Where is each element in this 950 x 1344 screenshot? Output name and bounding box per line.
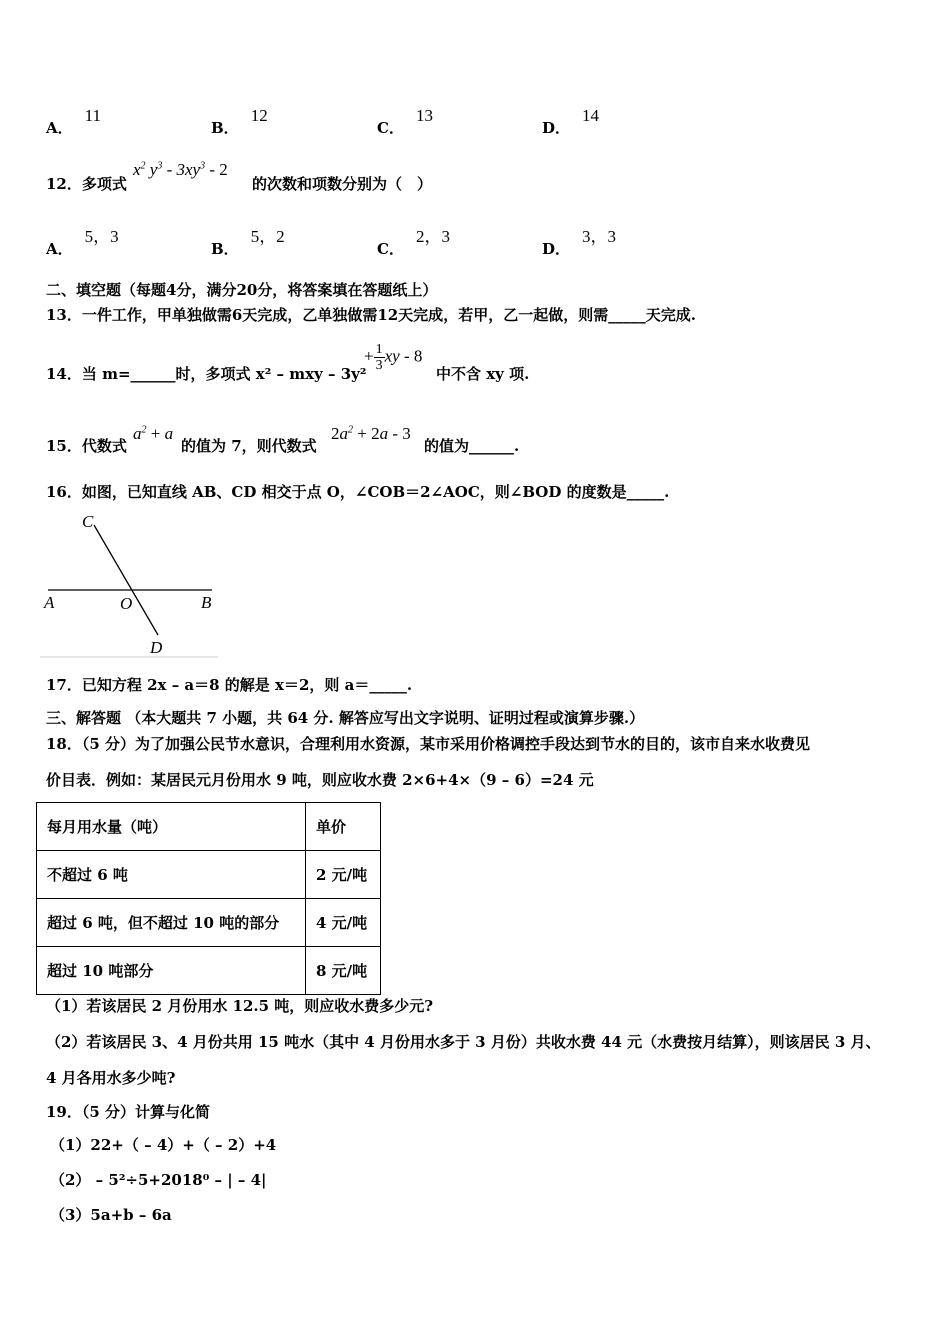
q11-option-b: B．12 [211, 106, 268, 137]
table-cell: 超过 10 吨部分 [37, 947, 306, 995]
q15-expression-1: $a^2 + a$ [133, 424, 174, 443]
q16-figure [40, 505, 225, 665]
label-o: O [120, 594, 133, 613]
q14-prefix: 14．当 m=______时，多项式 x² – mxy – 3y² [46, 365, 367, 383]
q11-option-d: D．14 [542, 106, 600, 137]
q13: 13．一件工作，甲单独做需6天完成，乙单独做需12天完成，若甲，乙一起做，则需_____天完成. [46, 306, 696, 324]
q19-item-2: （2） – 5²÷5+2018⁰ – | – 4| [50, 1171, 267, 1189]
header-usage: 每月用水量（吨） [37, 803, 306, 851]
table-cell: 8 元/吨 [306, 947, 381, 995]
line-cd [94, 525, 158, 635]
q15-suffix: 的值为______. [424, 437, 520, 455]
table-cell: 2 元/吨 [306, 851, 381, 899]
q19-item-1: （1）22+（ – 4）+（ – 2）+4 [50, 1136, 277, 1154]
label-d: D [150, 638, 163, 657]
table-cell: 不超过 6 吨 [37, 851, 306, 899]
q15-middle: 的值为 7，则代数式 [181, 437, 317, 455]
q17: 17．已知方程 2x – a＝8 的解是 x＝2，则 a＝_____. [46, 676, 413, 694]
q18-line2: 价目表．例如：某居民元月份用水 9 吨，则应收水费 2×6+4×（9 – 6）=24 元 [46, 771, 594, 789]
q12-prefix: 12．多项式 [46, 175, 127, 193]
table-row [37, 947, 381, 995]
table-header-row [37, 803, 381, 851]
table-row [37, 899, 381, 947]
label-c: C [82, 512, 94, 531]
q12-polynomial: $x^2$ $y^3 - 3xy^3 - 2$ [133, 160, 228, 179]
q12-option-c: C．2，3 [377, 227, 450, 258]
section3-title: 三、解答题 （本大题共 7 小题，共 64 分. 解答应写出文字说明、证明过程或演算步骤.） [46, 709, 645, 727]
q15-expression-2: $2a^2 + 2a - 3$ [331, 424, 411, 443]
table-row [37, 851, 381, 899]
q18-line1: 18．（5 分）为了加强公民节水意识，合理利用水资源，某市采用价格调控手段达到节水的目的，该市自来水收费见 [46, 735, 811, 753]
q11-option-c: C．13 [377, 106, 433, 137]
q16: 16．如图，已知直线 AB、CD 相交于点 O，∠COB＝2∠AOC，则∠BOD 的度数是_____. [46, 483, 670, 501]
label-b: B [201, 593, 212, 612]
q12-suffix: 的次数和项数分别为（ ） [252, 175, 433, 193]
q18-sub2-line2: 4 月各用水多少吨? [46, 1069, 176, 1087]
q18-sub2-line1: （2）若该居民 3、4 月份共用 15 吨水（其中 4 月份用水多于 3 月份）共收水费 44 元（水费按月结算），则该居民 3 月、 [46, 1033, 881, 1051]
section2-title: 二、填空题（每题4分，满分20分，将答案填在答题纸上） [46, 281, 438, 299]
q19-item-3: （3）5a+b – 6a [50, 1206, 172, 1224]
q18-sub1: （1）若该居民 2 月份用水 12.5 吨，则应收水费多少元? [46, 997, 434, 1015]
q19-title: 19．（5 分）计算与化简 [46, 1103, 211, 1121]
q12-option-b: B．5，2 [211, 227, 285, 258]
table-cell: 超过 6 吨，但不超过 10 吨的部分 [37, 899, 306, 947]
header-unit-price: 单价 [306, 803, 381, 851]
q12-option-d: D．3，3 [542, 227, 617, 258]
q12-option-a: A．5，3 [46, 227, 119, 258]
q14-suffix: 中不含 xy 项. [436, 365, 530, 383]
q11-option-a: A．11 [46, 106, 102, 137]
q14-fraction-term: + $\frac{1}{3}$ xy - 8 [364, 342, 423, 373]
price-table [36, 802, 381, 995]
q15-prefix: 15．代数式 [46, 437, 127, 455]
table-cell: 4 元/吨 [306, 899, 381, 947]
label-a: A [44, 593, 55, 612]
